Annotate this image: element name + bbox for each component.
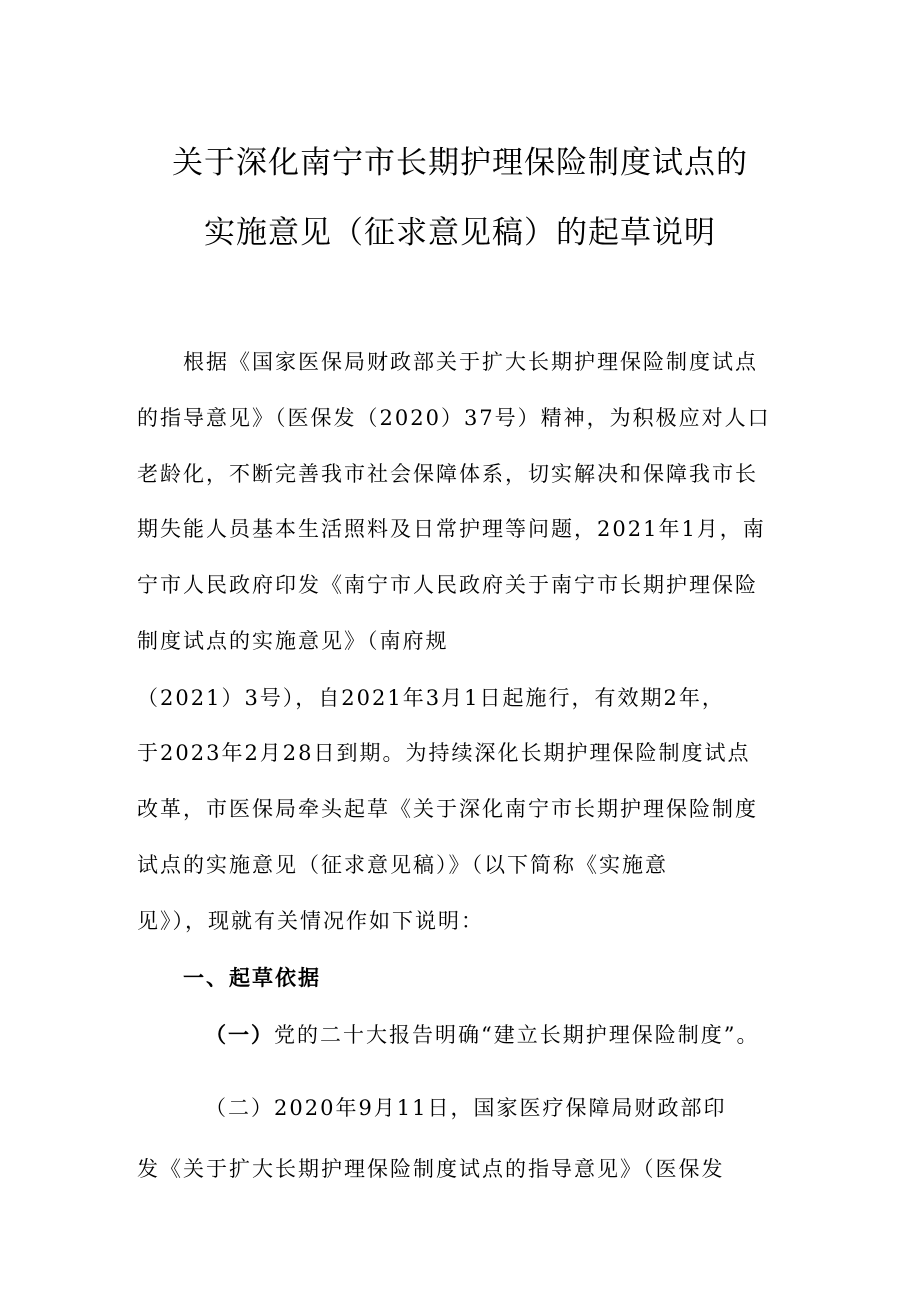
item-1-label: （一） [205, 1022, 274, 1047]
intro-line-1: 根据《国家医保局财政部关于扩大长期护理保险制度试点 [183, 350, 758, 374]
item-2-line-2: 发《关于扩大长期护理保险制度试点的指导意见》（医保发 [137, 1157, 725, 1181]
intro-line-11: 见》），现就有关情况作如下说明： [137, 909, 484, 933]
intro-line-6: 制度试点的实施意见》（南府规 [137, 629, 449, 653]
item-2-line-1: （二）2020年9月11日，国家医疗保障局财政部印 [205, 1096, 727, 1120]
document-title-line-2: 实施意见（征求意见稿）的起草说明 [204, 215, 716, 251]
intro-line-10: 试点的实施意见（征求意见稿）》（以下简称《实施意 [137, 853, 668, 877]
intro-line-5: 宁市人民政府印发《南宁市人民政府关于南宁市长期护理保险 [137, 573, 758, 597]
item-1 [205, 1020, 759, 1050]
intro-line-4: 期失能人员基本生活照料及日常护理等问题，2021年1月，南 [137, 517, 766, 541]
document-title-line-1: 关于深化南宁市长期护理保险制度试点的 [172, 145, 748, 181]
intro-line-7: （2021）3号），自2021年3月1日起施行，有效期2年， [137, 686, 725, 710]
intro-line-3: 老龄化，不断完善我市社会保障体系，切实解决和保障我市长 [137, 462, 758, 486]
section-1-heading: 一、起草依据 [183, 966, 321, 990]
intro-line-8: 于2023年2月28日到期。为持续深化长期护理保险制度试点 [137, 741, 751, 765]
intro-line-2: 的指导意见》（医保发（2020）37号）精神，为积极应对人口 [137, 406, 771, 430]
intro-line-9: 改革，市医保局牵头起草《关于深化南宁市长期护理保险制度 [137, 797, 758, 821]
item-1-text: 党的二十大报告明确“建立长期护理保险制度”。 [274, 1023, 760, 1047]
